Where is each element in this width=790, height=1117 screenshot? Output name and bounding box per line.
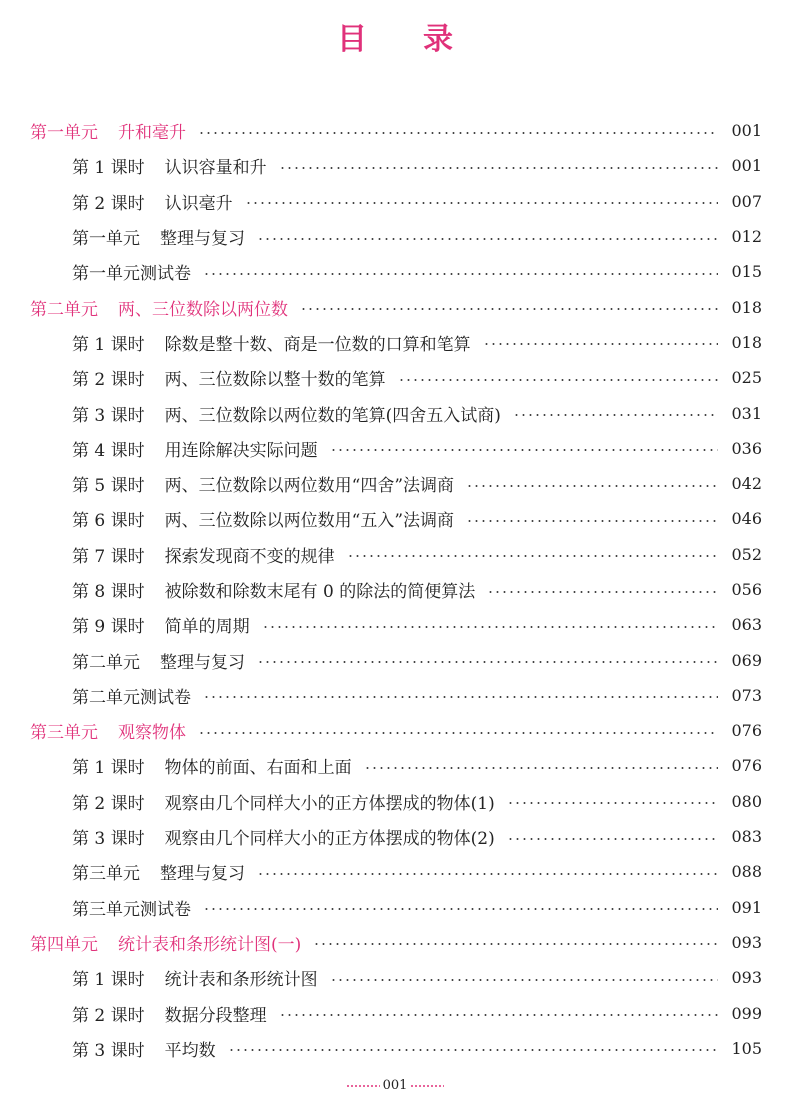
toc-entry-title	[72, 577, 475, 602]
toc-entry-label: 第 1 课时	[72, 158, 145, 179]
toc-lesson-entry[interactable]	[0, 184, 790, 219]
dot-leader	[483, 343, 718, 345]
toc-entry-title	[72, 365, 386, 390]
toc-entry-text: 升和毫升	[118, 123, 186, 144]
toc-entry-title	[72, 1001, 267, 1026]
toc-page-number: 018	[731, 297, 762, 317]
toc-entry-label: 第三单元	[30, 723, 98, 744]
toc-entry-title	[72, 1036, 216, 1061]
toc-entry-label: 第一单元	[30, 123, 98, 144]
footer-page-number	[0, 1078, 790, 1093]
toc-lesson-entry[interactable]	[0, 254, 790, 289]
toc-entry-text: 第一单元测试卷	[72, 264, 191, 285]
toc-page-number: 073	[731, 685, 762, 705]
toc-unit-entry[interactable]	[0, 713, 790, 748]
dot-leader	[203, 273, 718, 275]
toc-entry-text: 第二单元测试卷	[72, 687, 191, 708]
toc-lesson-entry[interactable]	[0, 607, 790, 642]
dot-leader	[198, 732, 718, 734]
toc-entry-text: 两、三位数除以两位数用“五入”法调商	[164, 511, 455, 532]
toc-entry-text: 整理与复习	[160, 229, 245, 250]
toc-entry-text: 探索发现商不变的规律	[164, 546, 335, 567]
toc-page-number: 091	[731, 897, 762, 917]
toc-page-number: 042	[731, 474, 762, 494]
toc-entry-text: 统计表和条形统计图(一)	[118, 934, 302, 955]
toc-entry-title	[72, 895, 191, 920]
toc-page-number: 025	[731, 368, 762, 388]
toc-entry-title	[30, 718, 186, 743]
dot-leader	[507, 838, 718, 840]
dot-leader	[198, 132, 718, 134]
dot-leader	[513, 414, 718, 416]
toc-entry-title	[72, 648, 245, 673]
toc-entry-label: 第 4 课时	[72, 440, 145, 461]
toc-lesson-entry[interactable]	[0, 431, 790, 466]
title-char-1: 目	[337, 22, 367, 57]
toc-entry-label: 第 5 课时	[72, 476, 145, 497]
dot-leader	[203, 696, 718, 698]
toc-page-number: 080	[731, 791, 762, 811]
dot-leader	[364, 767, 718, 769]
dot-leader	[487, 591, 718, 593]
toc-entry-text: 观察由几个同样大小的正方体摆成的物体(1)	[164, 793, 495, 814]
toc-page-number: 076	[731, 756, 762, 776]
dot-leader	[466, 485, 718, 487]
toc-entry-title	[72, 859, 245, 884]
dot-leader	[257, 873, 718, 875]
toc-entry-title	[72, 542, 335, 567]
toc-unit-entry[interactable]	[0, 289, 790, 324]
toc-page-number: 018	[731, 332, 762, 352]
toc-entry-label: 第四单元	[30, 934, 98, 955]
toc-lesson-entry[interactable]	[0, 854, 790, 889]
toc-entry-text: 整理与复习	[160, 652, 245, 673]
dot-leader	[257, 661, 718, 663]
toc-entry-text: 两、三位数除以两位数的笔算(四舍五入试商)	[164, 405, 501, 426]
toc-entry-label: 第 2 课时	[72, 370, 145, 391]
toc-entry-label: 第三单元	[72, 864, 140, 885]
toc-lesson-entry[interactable]	[0, 572, 790, 607]
dot-leader	[330, 979, 718, 981]
toc-entry-text: 整理与复习	[160, 864, 245, 885]
dot-leader	[203, 908, 718, 910]
toc-entry-text: 数据分段整理	[164, 1005, 267, 1026]
toc-lesson-entry[interactable]	[0, 890, 790, 925]
toc-page-number: 001	[731, 121, 762, 141]
toc-entry-title	[30, 118, 186, 143]
title-char-2: 录	[423, 22, 453, 57]
toc-page-number: 052	[731, 544, 762, 564]
dot-leader	[466, 520, 718, 522]
toc-lesson-entry[interactable]	[0, 501, 790, 536]
toc-entry-title	[72, 824, 495, 849]
dot-leader	[245, 202, 718, 204]
toc-page-number: 093	[731, 932, 762, 952]
toc-entry-text: 平均数	[164, 1040, 216, 1061]
toc-entry-label: 第二单元	[30, 299, 98, 320]
toc-lesson-entry[interactable]	[0, 466, 790, 501]
toc-entry-title	[72, 401, 501, 426]
toc-lesson-entry[interactable]	[0, 995, 790, 1030]
footer-dots-left	[346, 1085, 380, 1087]
toc-page-number: 076	[731, 721, 762, 741]
dot-leader	[279, 167, 718, 169]
toc-page-number: 036	[731, 438, 762, 458]
toc-entry-title	[72, 753, 352, 778]
toc-unit-entry[interactable]	[0, 113, 790, 148]
dot-leader	[279, 1014, 718, 1016]
page-title	[0, 14, 790, 58]
toc-entry-text: 被除数和除数末尾有 0 的除法的简便算法	[164, 582, 476, 602]
toc-entry-text: 认识容量和升	[164, 158, 267, 179]
toc-entry-title	[72, 189, 233, 214]
toc-lesson-entry[interactable]	[0, 784, 790, 819]
toc-entry-label: 第 1 课时	[72, 334, 145, 355]
toc-entry-label: 第 3 课时	[72, 829, 145, 850]
toc-entry-title	[72, 259, 191, 284]
toc-lesson-entry[interactable]	[0, 960, 790, 995]
footer-number: 001	[382, 1078, 408, 1093]
toc-entry-text: 物体的前面、右面和上面	[164, 758, 352, 779]
toc-entry-title	[72, 436, 318, 461]
toc-entry-text: 简单的周期	[164, 617, 250, 638]
dot-leader	[347, 555, 718, 557]
toc-page-number: 056	[731, 580, 762, 599]
dot-leader	[507, 802, 718, 804]
toc-entry-label: 第 2 课时	[72, 193, 145, 214]
toc-page-number: 031	[731, 403, 762, 423]
toc-entry-title	[72, 612, 250, 637]
toc-entry-text: 用连除解决实际问题	[164, 440, 318, 461]
toc-entry-title	[30, 930, 301, 955]
toc-entry-title	[72, 471, 454, 496]
dot-leader	[257, 238, 718, 240]
toc-entry-title	[72, 789, 495, 814]
toc-entry-label: 第 6 课时	[72, 511, 145, 532]
toc-entry-label: 第 1 课时	[72, 970, 145, 991]
toc-page-number: 063	[731, 615, 762, 635]
toc-entry-title	[72, 965, 318, 990]
toc-entry-text: 统计表和条形统计图	[164, 970, 318, 991]
dot-leader	[262, 626, 718, 628]
toc-lesson-entry[interactable]	[0, 325, 790, 360]
toc-lesson-entry[interactable]	[0, 678, 790, 713]
dot-leader	[398, 379, 718, 381]
dot-leader	[300, 308, 718, 310]
toc-entry-label: 第 3 课时	[72, 1040, 145, 1061]
dot-leader	[330, 449, 718, 451]
toc-entry-title	[72, 683, 191, 708]
toc-unit-entry[interactable]	[0, 925, 790, 960]
toc-page-number: 015	[731, 262, 762, 282]
toc-page-number: 046	[731, 509, 762, 529]
toc-entry-text: 两、三位数除以两位数用“四舍”法调商	[164, 476, 455, 497]
toc-page-number: 093	[731, 968, 762, 988]
toc-entry-label: 第 8 课时	[72, 582, 145, 602]
toc-lesson-entry[interactable]	[0, 748, 790, 783]
toc-lesson-entry[interactable]	[0, 219, 790, 254]
toc-entry-label: 第一单元	[72, 229, 140, 250]
toc-entry-label: 第 7 课时	[72, 546, 145, 567]
toc-entry-label: 第二单元	[72, 652, 140, 673]
toc-entry-label: 第 1 课时	[72, 758, 145, 779]
toc-entry-label: 第 9 课时	[72, 617, 145, 638]
toc-entry-label: 第 3 课时	[72, 405, 145, 426]
toc-page-number: 069	[731, 650, 762, 670]
toc-page-number: 088	[731, 862, 762, 882]
toc-lesson-entry[interactable]	[0, 642, 790, 677]
toc-entry-text: 观察物体	[118, 723, 186, 744]
dot-leader	[313, 943, 718, 945]
toc-entry-label: 第 2 课时	[72, 793, 145, 814]
toc-lesson-entry[interactable]	[0, 537, 790, 572]
toc-page-number: 001	[731, 156, 762, 176]
toc-lesson-entry[interactable]	[0, 360, 790, 395]
toc-entry-title	[72, 153, 267, 178]
toc-lesson-entry[interactable]	[0, 395, 790, 430]
toc-entry-text: 第三单元测试卷	[72, 899, 191, 920]
toc-page-number: 083	[731, 827, 762, 847]
table-of-contents	[0, 113, 790, 1066]
toc-page-number: 105	[731, 1038, 762, 1058]
toc-lesson-entry[interactable]	[0, 1031, 790, 1066]
toc-entry-title	[30, 295, 288, 320]
toc-lesson-entry[interactable]	[0, 819, 790, 854]
dot-leader	[228, 1049, 718, 1051]
toc-page-number: 099	[731, 1003, 762, 1023]
toc-entry-text: 除数是整十数、商是一位数的口算和笔算	[164, 334, 471, 355]
toc-entry-text: 两、三位数除以整十数的笔算	[164, 370, 386, 391]
toc-entry-title	[72, 330, 471, 355]
toc-entry-title	[72, 506, 454, 531]
toc-entry-text: 观察由几个同样大小的正方体摆成的物体(2)	[164, 829, 495, 850]
toc-entry-title	[72, 224, 245, 249]
toc-entry-text: 认识毫升	[164, 193, 233, 214]
toc-page-number: 012	[731, 227, 762, 247]
toc-lesson-entry[interactable]	[0, 148, 790, 183]
toc-entry-text: 两、三位数除以两位数	[118, 299, 288, 320]
footer-dots-right	[410, 1085, 444, 1087]
toc-entry-label: 第 2 课时	[72, 1005, 145, 1026]
toc-page-number: 007	[731, 191, 762, 211]
